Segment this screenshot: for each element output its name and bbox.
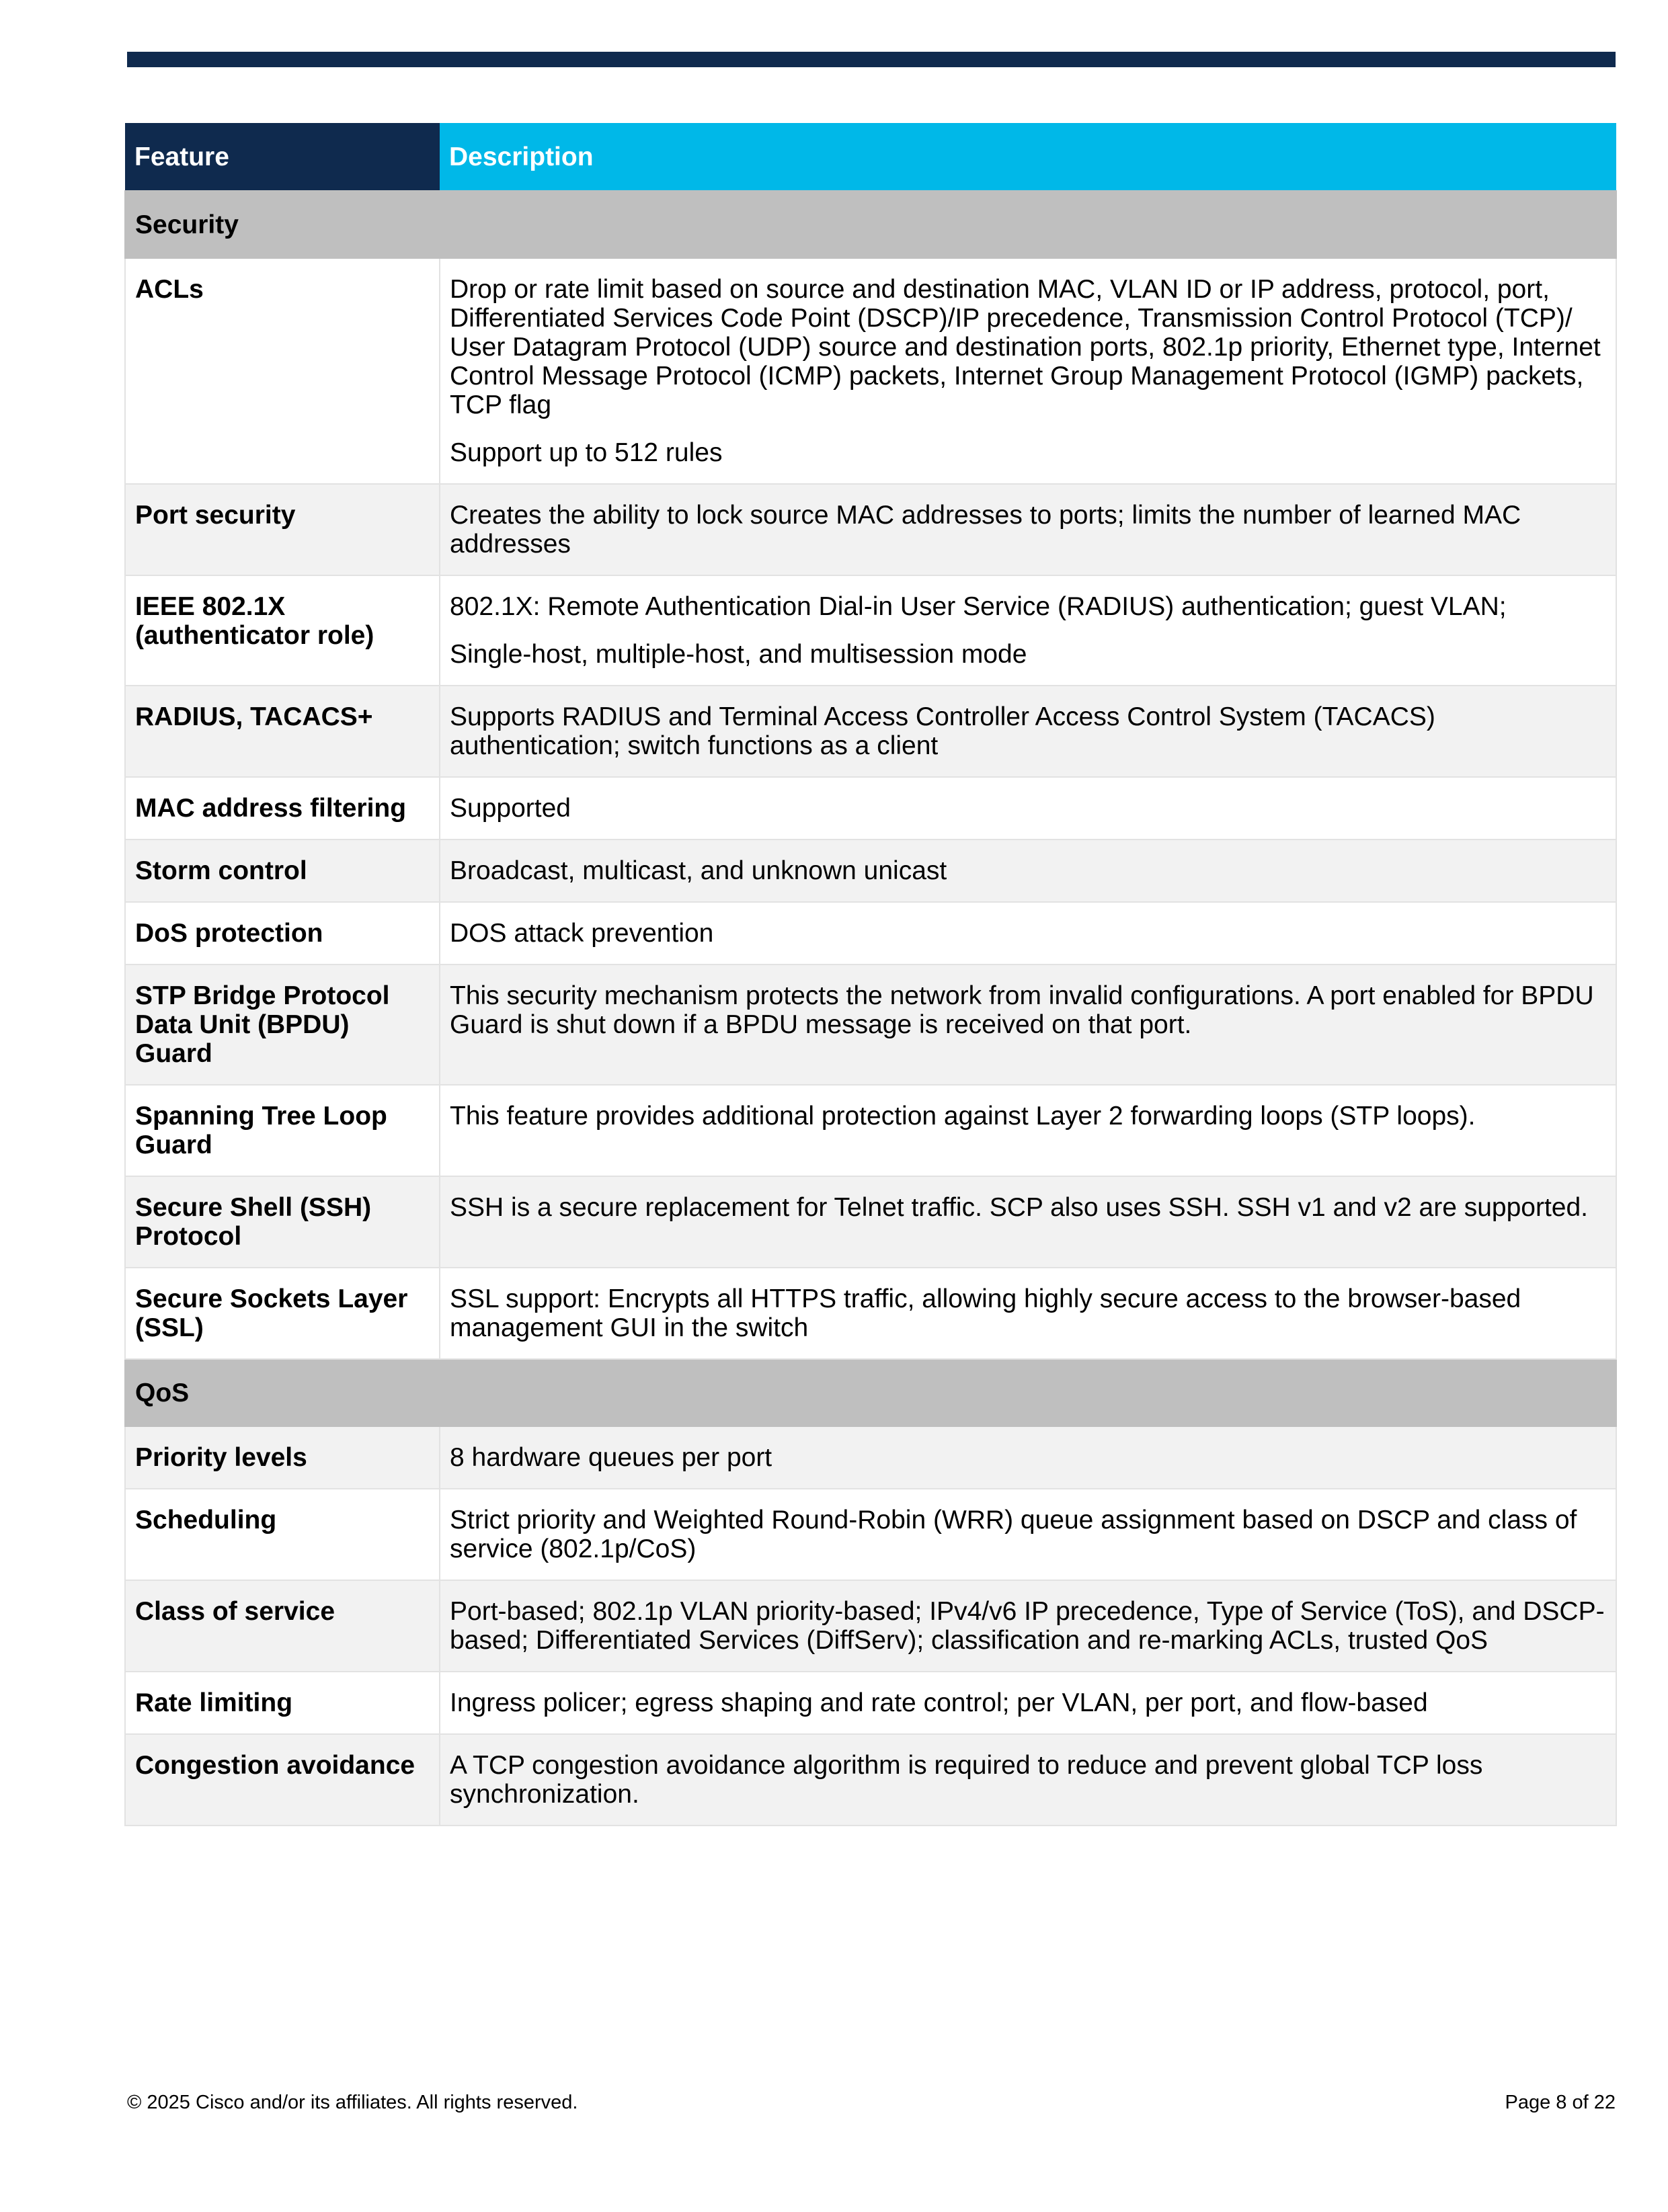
description-paragraph: This security mechanism protects the network from invalid configurations. A port enabled for BPDU Guard is shut down if a BPDU message is received on that port. bbox=[450, 981, 1594, 1039]
feature-cell: Secure Shell (SSH) Protocol bbox=[125, 1176, 440, 1268]
description-cell bbox=[440, 484, 1616, 575]
table-row bbox=[125, 484, 1616, 575]
description-cell bbox=[440, 575, 1616, 686]
table-row bbox=[125, 258, 1616, 484]
feature-cell: Storm control bbox=[125, 839, 440, 902]
description-paragraph: 8 hardware queues per port bbox=[450, 1443, 772, 1472]
feature-cell: Priority levels bbox=[125, 1426, 440, 1489]
description-cell bbox=[440, 1580, 1616, 1672]
feature-cell: Class of service bbox=[125, 1580, 440, 1672]
table-row bbox=[125, 1580, 1616, 1672]
description-column-header: Description bbox=[440, 123, 1616, 191]
description-paragraph: Drop or rate limit based on source and destination MAC, VLAN ID or IP address, protocol, port, Differentiated Services Code Point (DSCP)/IP precedence, Transmission Control Protocol (TCP)/ User Datagram Protocol (UDP) source and destination ports, 802.1p priority, Ethernet type, Internet Control Message Protocol (ICMP) packets, Internet Group Management Protocol (IGMP) packets, TCP flag bbox=[450, 275, 1601, 419]
section-row bbox=[125, 191, 1616, 258]
description-paragraph: This feature provides additional protection against Layer 2 forwarding loops (STP loops). bbox=[450, 1102, 1476, 1131]
section-row bbox=[125, 1359, 1616, 1426]
feature-cell: RADIUS, TACACS+ bbox=[125, 686, 440, 777]
page-number: Page 8 of 22 bbox=[1505, 2092, 1616, 2113]
description-cell bbox=[440, 965, 1616, 1085]
description-cell bbox=[440, 1268, 1616, 1359]
description-paragraph: SSL support: Encrypts all HTTPS traffic, allowing highly secure access to the browser-based management GUI in the switch bbox=[450, 1284, 1521, 1342]
description-cell bbox=[440, 777, 1616, 839]
feature-table bbox=[124, 123, 1617, 1826]
description-cell bbox=[440, 258, 1616, 484]
feature-cell: Scheduling bbox=[125, 1489, 440, 1580]
table-body bbox=[125, 191, 1616, 1826]
section-title: QoS bbox=[125, 1359, 1616, 1426]
description-paragraph: DOS attack prevention bbox=[450, 919, 714, 948]
description-paragraph: Strict priority and Weighted Round-Robin (WRR) queue assignment based on DSCP and class of service (802.1p/CoS) bbox=[450, 1506, 1577, 1563]
table-row bbox=[125, 902, 1616, 965]
table-row bbox=[125, 575, 1616, 686]
feature-cell: STP Bridge Protocol Data Unit (BPDU) Guard bbox=[125, 965, 440, 1085]
description-cell bbox=[440, 1489, 1616, 1580]
description-cell bbox=[440, 1176, 1616, 1268]
feature-cell: ACLs bbox=[125, 258, 440, 484]
table-row bbox=[125, 1268, 1616, 1359]
feature-cell: Port security bbox=[125, 484, 440, 575]
table-row bbox=[125, 1672, 1616, 1734]
description-cell bbox=[440, 1672, 1616, 1734]
table-row bbox=[125, 1176, 1616, 1268]
header-rule bbox=[127, 52, 1616, 67]
feature-column-header: Feature bbox=[125, 123, 440, 191]
table-row bbox=[125, 1734, 1616, 1826]
feature-cell: DoS protection bbox=[125, 902, 440, 965]
feature-cell: Secure Sockets Layer (SSL) bbox=[125, 1268, 440, 1359]
table-header-row bbox=[125, 123, 1616, 191]
description-paragraph: Ingress policer; egress shaping and rate control; per VLAN, per port, and flow-based bbox=[450, 1688, 1428, 1717]
table-row bbox=[125, 777, 1616, 839]
description-paragraph: Creates the ability to lock source MAC addresses to ports; limits the number of learned MAC addresses bbox=[450, 501, 1521, 559]
description-paragraph: Port-based; 802.1p VLAN priority-based; IPv4/v6 IP precedence, Type of Service (ToS), and DSCP-based; Differentiated Services (DiffServ); classification and re-marking ACLs, trusted QoS bbox=[450, 1597, 1605, 1655]
feature-cell: Congestion avoidance bbox=[125, 1734, 440, 1826]
section-title: Security bbox=[125, 191, 1616, 258]
table-row bbox=[125, 965, 1616, 1085]
feature-cell: IEEE 802.1X (authenticator role) bbox=[125, 575, 440, 686]
table-row bbox=[125, 686, 1616, 777]
copyright-notice: © 2025 Cisco and/or its affiliates. All rights reserved. bbox=[127, 2092, 578, 2113]
description-paragraph: 802.1X: Remote Authentication Dial-in User Service (RADIUS) authentication; guest VLAN; bbox=[450, 592, 1507, 621]
table-row bbox=[125, 839, 1616, 902]
table-row bbox=[125, 1426, 1616, 1489]
feature-cell: Spanning Tree Loop Guard bbox=[125, 1085, 440, 1176]
feature-cell: MAC address filtering bbox=[125, 777, 440, 839]
description-paragraph: Supported bbox=[450, 794, 571, 823]
table-row bbox=[125, 1085, 1616, 1176]
description-cell bbox=[440, 1085, 1616, 1176]
description-paragraph: A TCP congestion avoidance algorithm is required to reduce and prevent global TCP loss synchronization. bbox=[450, 1751, 1483, 1809]
table-row bbox=[125, 1489, 1616, 1580]
description-cell bbox=[440, 839, 1616, 902]
feature-cell: Rate limiting bbox=[125, 1672, 440, 1734]
description-paragraph: Single-host, multiple-host, and multisession mode bbox=[450, 640, 1027, 669]
description-cell bbox=[440, 686, 1616, 777]
description-cell bbox=[440, 902, 1616, 965]
description-paragraph: SSH is a secure replacement for Telnet traffic. SCP also uses SSH. SSH v1 and v2 are supported. bbox=[450, 1193, 1589, 1222]
description-paragraph: Supports RADIUS and Terminal Access Controller Access Control System (TACACS) authentication; switch functions as a client bbox=[450, 702, 1435, 760]
description-cell bbox=[440, 1426, 1616, 1489]
description-cell bbox=[440, 1734, 1616, 1826]
description-paragraph: Broadcast, multicast, and unknown unicast bbox=[450, 856, 947, 885]
description-paragraph: Support up to 512 rules bbox=[450, 438, 723, 467]
